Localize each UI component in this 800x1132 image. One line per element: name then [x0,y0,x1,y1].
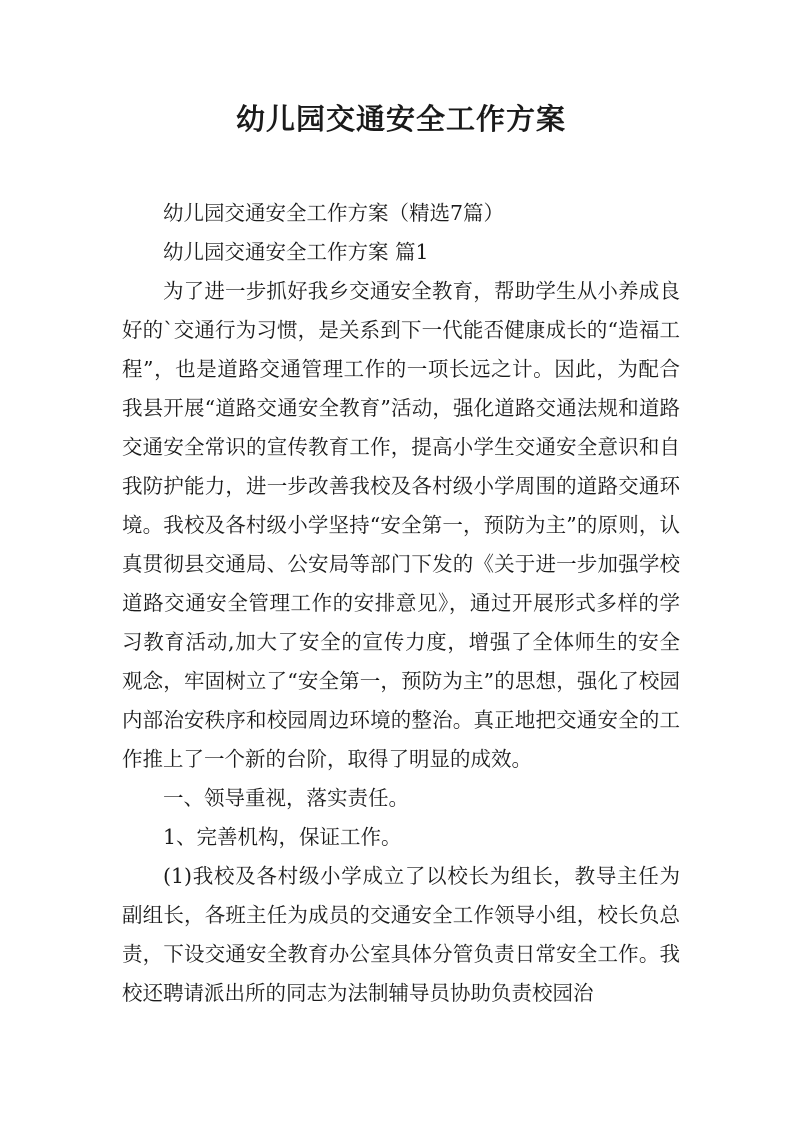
intro-paragraph: 为了进一步抓好我乡交通安全教育，帮助学生从小养成良好的`交通行为习惯，是关系到下一代能否健康成长的“造福工程”，也是道路交通管理工作的一项长远之计。因此，为配合我县开展“道路交通安全教育”活动，强化道路交通法规和道路交通安全常识的宣传教育工作，提高小学生交通安全意识和自我防护能力，进一步改善我校及各村级小学周围的道路交通环境。我校及各村级小学坚持“安全第一，预防为主”的原则，认真贯彻县交通局、公安局等部门下发的《关于进一步加强学校道路交通安全管理工作的安排意见》，通过开展形式多样的学习教育活动,加大了安全的宣传力度，增强了全体师生的安全观念，牢固树立了“安全第一，预防为主”的思想，强化了校园内部治安秩序和校园周边环境的整治。真正地把交通安全的工作推上了一个新的台阶，取得了明显的成效。 [122,279,680,771]
section-heading-paragraph: 幼儿园交通安全工作方案 篇1 [163,240,429,264]
document-title: 幼儿园交通安全工作方案 [235,102,566,136]
heading-organization: 1、完善机构，保证工作。 [163,825,402,849]
organization-paragraph: (1)我校及各村级小学成立了以校长为组长，教导主任为副组长，各班主任为成员的交通安全工作领导小组，校长负总责，下设交通安全教育办公室具体分管负责日常安全工作。我校还聘请派出所的同志为法制辅导员协助负责校园治 [122,864,680,1005]
heading-leadership: 一、领导重视，落实责任。 [163,786,409,810]
document-body [122,194,680,1013]
subtitle-paragraph: 幼儿园交通安全工作方案（精选7篇） [163,201,505,225]
